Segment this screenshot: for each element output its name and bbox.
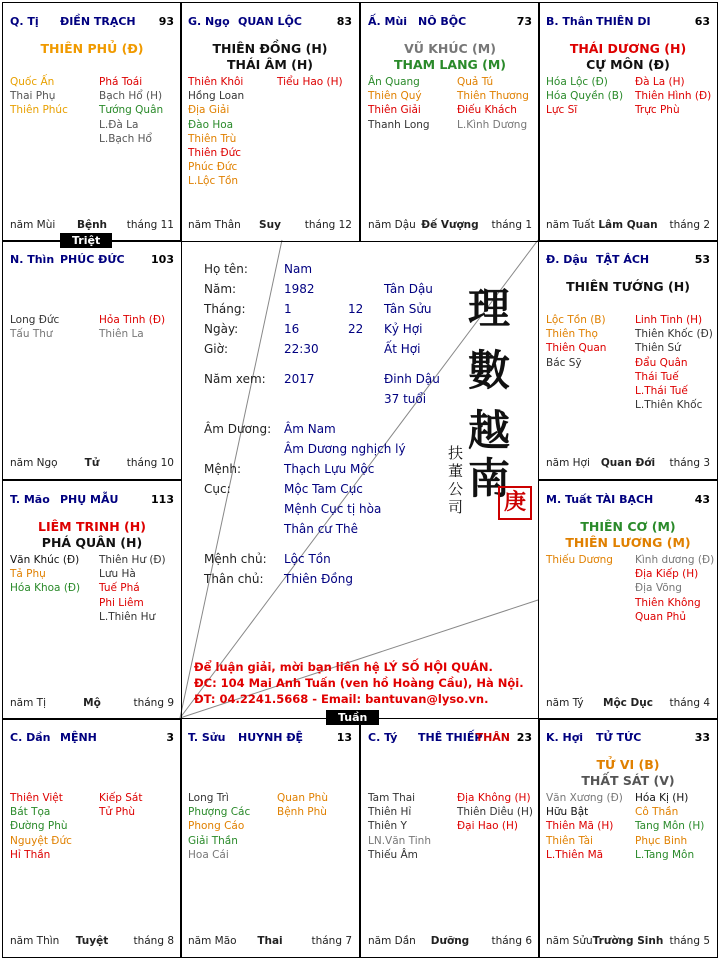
palace-month: tháng 3 — [669, 457, 710, 469]
minor-star: Địa Kiếp (H) — [635, 568, 699, 581]
palace-cell-dau — [538, 240, 718, 480]
calligraphy-char-3: 越 — [468, 406, 511, 455]
palace-name: ĐIỀN TRẠCH — [60, 15, 136, 28]
palace-year: năm Thân — [188, 219, 241, 231]
minor-star: Hóa Kị (H) — [635, 792, 689, 804]
day-canchi: Kỷ Hợi — [384, 322, 423, 336]
minor-star: Thiên Tài — [546, 834, 593, 847]
palace-position: Ấ. Mùi — [368, 15, 408, 28]
month-value-solar: 1 — [284, 302, 292, 316]
palace-header — [546, 15, 710, 31]
minor-star: Thiên Trù — [188, 132, 237, 145]
palace-number: 93 — [158, 15, 174, 28]
minor-stars-left — [546, 313, 626, 370]
minor-star: Tang Môn (H) — [635, 820, 705, 833]
minor-star: Thiên Quan — [546, 342, 607, 355]
palace-name: NÔ BỘC — [418, 15, 467, 28]
palace-cell-ti — [2, 2, 182, 242]
minor-star: Bác Sỹ — [546, 356, 582, 369]
minor-stars-left — [546, 791, 626, 862]
minor-stars-right — [277, 75, 357, 89]
minor-stars-right — [99, 75, 179, 146]
minor-star: Thiên Mã (H) — [546, 820, 614, 833]
minor-star: Hóa Quyền (B) — [546, 90, 624, 103]
palace-header — [546, 731, 710, 747]
palace-month: tháng 2 — [669, 219, 710, 231]
palace-stage: Mộc Dục — [603, 697, 653, 709]
palace-number: 83 — [336, 15, 352, 28]
major-star: LIÊM TRINH (H) — [38, 519, 146, 534]
minor-star: Thiên Không — [635, 596, 701, 609]
minor-star: Phá Toái — [99, 76, 143, 88]
minor-star: Kiếp Sát — [99, 792, 143, 804]
small-calli-2: 董 — [448, 462, 464, 480]
minor-star: Hồng Loan — [188, 90, 245, 103]
palace-number: 73 — [516, 15, 532, 28]
palace-footer — [546, 935, 710, 949]
palace-position: C. Dần — [10, 731, 51, 744]
minor-star: Thiên La — [99, 328, 144, 341]
palace-year: năm Dậu — [368, 219, 416, 231]
amduong-value: Âm Nam — [284, 422, 336, 436]
small-calli-1: 扶 — [448, 444, 464, 462]
contact-phone-email: ĐT: 04.2241.5668 - Email: bantuvan@lyso.vn. — [194, 692, 489, 706]
minor-star: Thanh Long — [368, 118, 430, 131]
minor-star: Đào Hoa — [188, 118, 234, 131]
minor-star: Thiên Quý — [368, 90, 422, 103]
minor-star: Bạch Hổ (H) — [99, 90, 163, 103]
palace-header — [10, 731, 174, 747]
minor-star: Giải Thần — [188, 834, 238, 847]
major-star: THÁI ÂM (H) — [226, 57, 314, 72]
minor-star: Long Đức — [10, 314, 60, 326]
minor-star: Lực Sĩ — [546, 104, 578, 117]
palace-number: 33 — [694, 731, 710, 744]
view-year-label: Năm xem: — [204, 372, 266, 386]
minor-star: Địa Không (H) — [457, 792, 531, 804]
palace-year: năm Tuất — [546, 219, 595, 231]
palace-header — [10, 493, 174, 509]
minor-star: Quốc Ấn — [10, 76, 55, 88]
small-calligraphy — [448, 444, 464, 516]
palace-stage: Trường Sinh — [592, 935, 664, 947]
palace-name: TỬ TỨC — [596, 731, 642, 744]
palace-position: N. Thìn — [10, 253, 55, 266]
minor-star: Đường Phù — [10, 820, 68, 833]
palace-position: C. Tý — [368, 731, 398, 744]
minor-star: Lưu Hà — [99, 568, 136, 581]
menhchu-label: Mệnh chủ: — [204, 552, 267, 566]
view-year-canchi: Đinh Dậu — [384, 372, 440, 386]
major-star: PHÁ QUÂN (H) — [41, 535, 143, 550]
palace-number: 43 — [694, 493, 710, 506]
palace-month: tháng 4 — [669, 697, 710, 709]
palace-name: PHỤ MẪU — [60, 493, 119, 506]
minor-stars-left — [546, 75, 626, 118]
minor-star: Ân Quang — [368, 76, 420, 88]
palace-position: T. Sửu — [188, 731, 226, 744]
minor-star: L.Bạch Hổ — [99, 132, 152, 145]
palace-cell-suu — [180, 718, 360, 958]
minor-star: Thai Phụ — [10, 90, 56, 103]
minor-star: Thiên Đức — [188, 147, 242, 160]
minor-star: Đại Hao (H) — [457, 820, 519, 833]
palace-position: M. Tuất — [546, 493, 592, 506]
palace-cell-tuat — [538, 480, 718, 720]
minor-stars-left — [10, 75, 90, 118]
minor-star: Tam Thai — [368, 792, 416, 804]
palace-cell-than — [538, 2, 718, 242]
minor-star: L.Đà La — [99, 118, 139, 131]
red-seal-stamp: 庚 — [498, 486, 532, 520]
major-stars — [3, 41, 181, 57]
palace-stage: Bệnh — [76, 219, 108, 231]
major-stars — [361, 41, 539, 73]
minor-stars-right — [635, 313, 715, 412]
palace-header — [10, 15, 174, 31]
minor-stars-left — [10, 791, 90, 862]
minor-star: Long Trì — [188, 792, 229, 804]
small-calli-3: 公 — [448, 480, 464, 498]
minor-stars-right — [99, 553, 179, 624]
major-star: THÁI DƯƠNG (H) — [569, 41, 687, 56]
palace-name: MỆNH — [60, 731, 97, 744]
palace-cell-ty — [360, 718, 540, 958]
palace-stage: Suy — [259, 219, 281, 231]
minor-star: Bát Tọa — [10, 806, 51, 819]
palace-position: G. Ngọ — [188, 15, 230, 28]
palace-name: TÀI BẠCH — [596, 493, 654, 506]
triet-marker: Triệt — [60, 233, 112, 248]
minor-star: L.Thiên Khốc — [635, 399, 703, 412]
minor-star: Thiên Diêu (H) — [457, 806, 533, 819]
minor-star: Phi Liêm — [99, 596, 144, 609]
palace-header — [188, 731, 352, 747]
minor-star: Quả Tú — [457, 76, 494, 88]
palace-year: năm Mão — [188, 935, 237, 947]
major-star: THIÊN TƯỚNG (H) — [566, 279, 690, 294]
cuc-label: Cục: — [204, 482, 231, 496]
major-stars — [539, 279, 717, 295]
minor-star: Cô Thần — [635, 806, 679, 819]
palace-position: T. Mão — [10, 493, 50, 506]
major-star: CỰ MÔN (Đ) — [586, 57, 670, 72]
minor-star: Văn Xương (Đ) — [546, 792, 623, 804]
palace-footer — [188, 219, 352, 233]
thanchu-label: Thân chủ: — [204, 572, 264, 586]
palace-header — [188, 15, 352, 31]
major-star: THIÊN PHỦ (Đ) — [40, 41, 144, 56]
minor-star: Thái Tuế — [635, 370, 679, 383]
major-star: VŨ KHÚC (M) — [404, 41, 496, 56]
minor-star: Phúc Đức — [188, 161, 238, 174]
minor-star: Thiên Việt — [10, 792, 63, 804]
palace-header — [368, 15, 532, 31]
hour-canchi: Ất Hợi — [384, 342, 421, 356]
year-value: 1982 — [284, 282, 315, 296]
palace-cell-ngo — [180, 2, 360, 242]
major-star: THIÊN CƠ (M) — [580, 519, 676, 534]
name-value: Nam — [284, 262, 313, 276]
minor-star: Linh Tinh (H) — [635, 314, 703, 326]
minor-star: Hữu Bật — [546, 806, 589, 819]
palace-year: năm Tý — [546, 697, 584, 709]
calligraphy-char-4: 南 — [468, 454, 511, 503]
palace-name: HUYNH ĐỆ — [238, 731, 304, 744]
year-canchi: Tân Dậu — [384, 282, 433, 296]
month-label: Tháng: — [204, 302, 246, 316]
palace-number: 3 — [166, 731, 174, 744]
palace-stage: Lâm Quan — [598, 219, 658, 231]
day-label: Ngày: — [204, 322, 239, 336]
view-year-value: 2017 — [284, 372, 315, 386]
palace-year: năm Ngọ — [10, 457, 58, 469]
minor-star: Tấu Thư — [10, 328, 53, 341]
minor-stars-left — [10, 313, 90, 341]
minor-star: Bệnh Phù — [277, 806, 327, 819]
palace-footer — [10, 457, 174, 471]
palace-number: 63 — [694, 15, 710, 28]
palace-header — [546, 253, 710, 269]
palace-stage: Tử — [84, 457, 100, 469]
minor-star: Địa Giải — [188, 104, 230, 117]
minor-star: Quan Phủ — [635, 610, 686, 623]
palace-name: THIÊN DI — [596, 15, 651, 28]
palace-footer — [368, 219, 532, 233]
minor-star: Văn Khúc (Đ) — [10, 554, 80, 566]
minor-star: Kình dương (Đ) — [635, 554, 715, 566]
minor-stars-right — [457, 75, 537, 132]
minor-star: Quan Phù — [277, 792, 328, 804]
menh-label: Mệnh: — [204, 462, 241, 476]
minor-stars-left — [188, 75, 268, 189]
major-stars — [181, 41, 359, 73]
minor-star: Tả Phụ — [10, 568, 46, 581]
palace-month: tháng 5 — [669, 935, 710, 947]
month-value-lunar: 12 — [348, 302, 364, 316]
palace-cell-dan — [2, 718, 182, 958]
palace-header — [10, 253, 174, 269]
minor-star: L.Thiên Mã — [546, 848, 604, 861]
minor-star: LN.Văn Tinh — [368, 834, 431, 847]
minor-stars-right — [635, 553, 715, 624]
palace-position: B. Thân — [546, 15, 593, 28]
minor-stars-right — [99, 791, 179, 819]
menh-value: Thạch Lựu Mộc — [284, 462, 375, 476]
minor-star: Thiên Hình (Đ) — [635, 90, 712, 103]
minor-star: Tướng Quân — [99, 104, 164, 117]
palace-name: THÊ THIẾP — [418, 731, 483, 744]
minor-star: L.Tang Môn — [635, 848, 695, 861]
minor-star: Lộc Tồn (B) — [546, 314, 606, 326]
minor-star: Tử Phù — [99, 806, 136, 819]
thanchu-value: Thiên Đồng — [284, 572, 353, 586]
palace-position: Đ. Dậu — [546, 253, 588, 266]
minor-star: Phục Binh — [635, 834, 688, 847]
minor-star: Thiên Sứ — [635, 342, 681, 355]
palace-stage: Mộ — [83, 697, 101, 709]
than-marker: THÂN — [475, 731, 510, 744]
hour-label: Giờ: — [204, 342, 229, 356]
minor-stars-right — [99, 313, 179, 341]
contact-line-1: Để luận giải, mời bạn liên hệ LÝ SỐ HỘI QUÁN. — [194, 660, 493, 674]
palace-year: năm Thìn — [10, 935, 60, 947]
palace-year: năm Mùi — [10, 219, 56, 231]
palace-position: Q. Tị — [10, 15, 39, 28]
year-label: Năm: — [204, 282, 237, 296]
palace-number: 103 — [151, 253, 174, 266]
palace-number: 23 — [516, 731, 532, 744]
major-stars — [3, 519, 181, 551]
amduong-label: Âm Dương: — [204, 422, 272, 436]
minor-star: Hỉ Thần — [10, 848, 51, 861]
minor-star: Đẩu Quân — [635, 356, 688, 369]
calligraphy-char-1: 理 — [468, 284, 511, 333]
minor-stars-right — [635, 75, 715, 118]
minor-star: Thiếu Âm — [368, 848, 418, 861]
palace-footer — [546, 457, 710, 471]
minor-stars-right — [457, 791, 537, 834]
minor-star: Hỏa Tinh (Đ) — [99, 314, 166, 326]
minor-stars-left — [368, 791, 448, 862]
palace-cell-thin — [2, 240, 182, 480]
month-canchi: Tân Sửu — [384, 302, 432, 316]
minor-star: Thiên Phúc — [10, 104, 68, 117]
day-value-solar: 16 — [284, 322, 300, 336]
palace-name: QUAN LỘC — [238, 15, 302, 28]
minor-star: Tuế Phá — [99, 582, 140, 595]
minor-star: Hoa Cái — [188, 848, 229, 861]
palace-cell-mao — [2, 480, 182, 720]
minor-stars-right — [635, 791, 715, 862]
minor-star: L.Kình Dương — [457, 118, 528, 131]
palace-month: tháng 12 — [304, 219, 352, 231]
minor-stars-left — [368, 75, 448, 132]
major-star: THAM LANG (M) — [393, 57, 507, 72]
palace-name: TẬT ÁCH — [596, 253, 650, 266]
palace-header — [546, 493, 710, 509]
minor-star: Thiên Y — [368, 820, 407, 833]
palace-year: năm Hợi — [546, 457, 590, 469]
palace-month: tháng 10 — [126, 457, 174, 469]
palace-footer — [188, 935, 352, 949]
cuc-value-2: Mệnh Cục tị hòa — [284, 502, 382, 516]
major-star: THẤT SÁT (V) — [581, 773, 675, 788]
palace-stage: Tuyệt — [75, 935, 109, 947]
name-label: Họ tên: — [204, 262, 248, 276]
minor-star: Hóa Khoa (Đ) — [10, 582, 81, 595]
cuc-value-3: Thân cư Thê — [284, 522, 359, 536]
small-calli-4: 司 — [448, 498, 464, 516]
palace-month: tháng 9 — [133, 697, 174, 709]
minor-star: Nguyệt Đức — [10, 834, 72, 847]
minor-star: Đà La (H) — [635, 76, 685, 88]
minor-stars-left — [188, 791, 268, 862]
age-value: 37 tuổi — [384, 392, 427, 406]
center-info-panel — [180, 240, 538, 718]
minor-stars-right — [277, 791, 357, 819]
palace-header — [368, 731, 532, 747]
palace-footer — [546, 219, 710, 233]
amduong-value-2: Âm Dương nghịch lý — [284, 442, 406, 456]
palace-cell-hoi — [538, 718, 718, 958]
minor-star: Thiên Hỉ — [368, 806, 412, 819]
cuc-value: Mộc Tam Cục — [284, 482, 363, 496]
major-stars — [539, 519, 717, 551]
menhchu-value: Lộc Tồn — [284, 552, 331, 566]
palace-year: năm Dần — [368, 935, 416, 947]
palace-position: K. Hợi — [546, 731, 584, 744]
major-star: TỬ VI (B) — [596, 757, 660, 772]
major-star: THIÊN LƯƠNG (M) — [565, 535, 691, 550]
tuan-marker: Tuần — [326, 710, 379, 725]
major-star: THIÊN ĐỒNG (H) — [212, 41, 328, 56]
palace-name: PHÚC ĐỨC — [60, 253, 125, 266]
minor-star: Điếu Khách — [457, 104, 517, 117]
minor-star: L.Thiên Hư — [99, 610, 156, 623]
minor-star: L.Lộc Tồn — [188, 175, 239, 188]
minor-star: Thiếu Dương — [546, 554, 613, 566]
minor-star: Thiên Hư (Đ) — [99, 554, 166, 566]
palace-month: tháng 7 — [311, 935, 352, 947]
minor-star: Hóa Lộc (Đ) — [546, 76, 608, 88]
palace-number: 53 — [694, 253, 710, 266]
palace-number: 113 — [151, 493, 174, 506]
palace-number: 13 — [336, 731, 352, 744]
palace-footer — [10, 219, 174, 233]
minor-star: Thiên Giải — [368, 104, 421, 117]
palace-footer — [10, 697, 174, 711]
palace-stage: Đế Vượng — [421, 219, 479, 231]
palace-month: tháng 8 — [133, 935, 174, 947]
day-value-lunar: 22 — [348, 322, 364, 336]
minor-star: Phong Cáo — [188, 820, 245, 833]
calligraphy-char-2: 數 — [468, 346, 511, 395]
palace-month: tháng 11 — [126, 219, 174, 231]
major-stars — [539, 757, 717, 789]
minor-star: Thiên Thọ — [546, 328, 598, 341]
minor-star: Địa Võng — [635, 582, 682, 595]
palace-month: tháng 1 — [491, 219, 532, 231]
major-stars — [539, 41, 717, 73]
palace-stage: Thai — [257, 935, 283, 947]
minor-star: Thiên Khôi — [188, 76, 244, 88]
palace-footer — [10, 935, 174, 949]
minor-stars-left — [546, 553, 626, 567]
palace-cell-mui — [360, 2, 540, 242]
palace-month: tháng 6 — [491, 935, 532, 947]
minor-stars-left — [10, 553, 90, 596]
palace-year: năm Tị — [10, 697, 46, 709]
hour-value: 22:30 — [284, 342, 319, 356]
palace-year: năm Sửu — [546, 935, 593, 947]
minor-star: Phượng Các — [188, 806, 251, 819]
palace-footer — [368, 935, 532, 949]
minor-star: L.Thái Tuế — [635, 385, 688, 398]
minor-star: Tiểu Hao (H) — [277, 76, 343, 88]
palace-stage: Quan Đới — [600, 457, 656, 469]
minor-star: Thiên Thương — [457, 90, 529, 103]
minor-star: Thiên Khốc (Đ) — [635, 328, 713, 341]
palace-stage: Dưỡng — [430, 935, 470, 947]
palace-footer — [546, 697, 710, 711]
minor-star: Trực Phù — [635, 104, 680, 117]
contact-address: ĐC: 104 Mai Anh Tuấn (ven hồ Hoàng Cầu), Hà Nội. — [194, 676, 524, 690]
